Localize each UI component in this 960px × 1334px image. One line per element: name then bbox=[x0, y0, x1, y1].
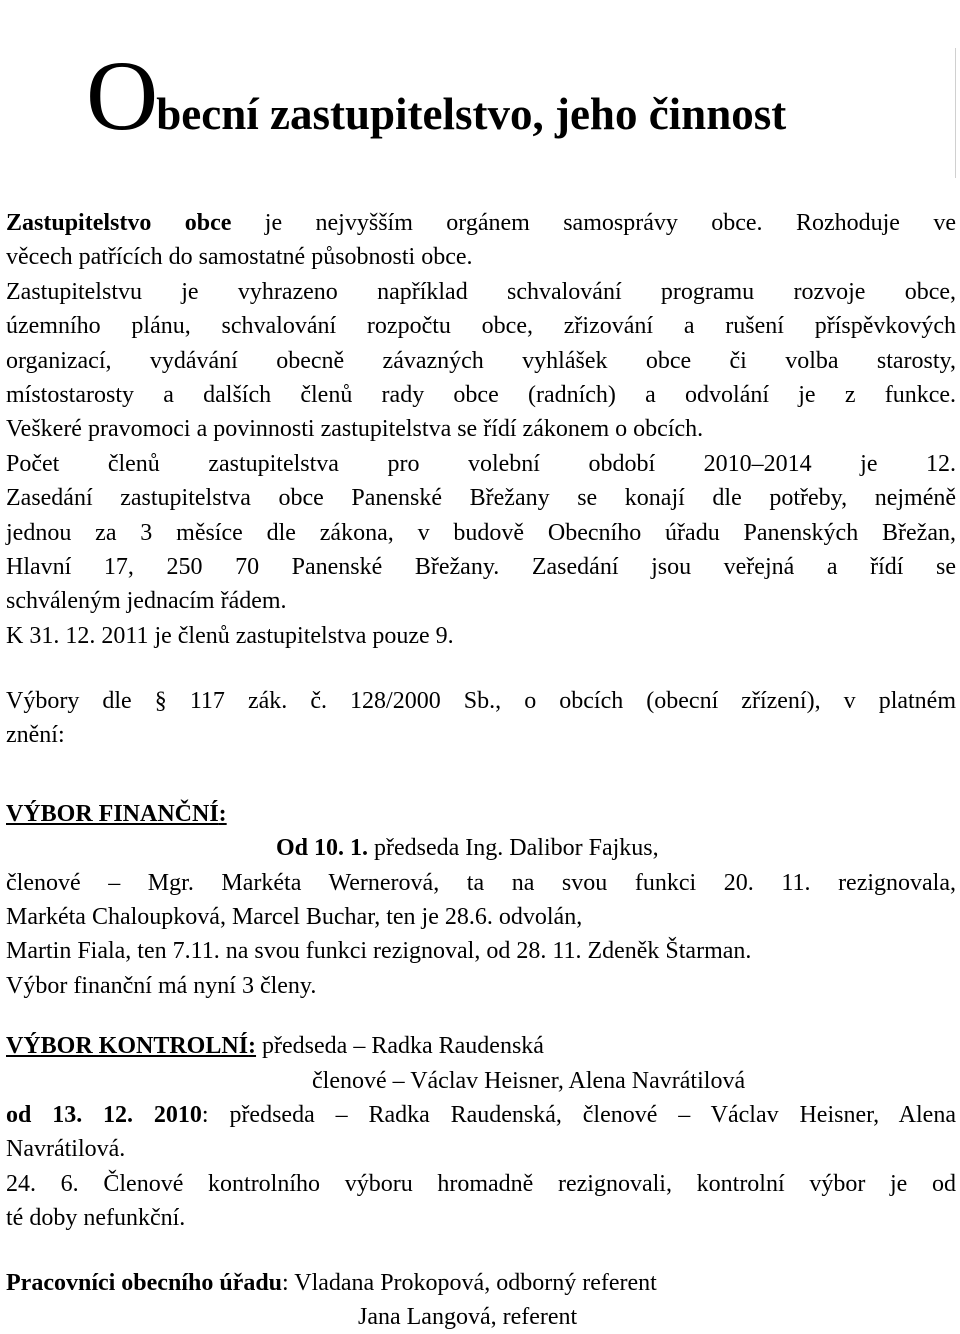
kontrolni-line-5: 24. 6. Členové kontrolního výboru hromadně rezignovali, kontrolní výbor je od bbox=[6, 1170, 956, 1197]
intro-line-11: Hlavní 17, 250 70 Panenské Břežany. Zasedání jsou veřejná a řídí se bbox=[6, 553, 956, 580]
intro-line-13: K 31. 12. 2011 je členů zastupitelstva pouze 9. bbox=[6, 622, 454, 649]
kontrolni-members-line: členové – Václav Heisner, Alena Navrátilová bbox=[312, 1067, 746, 1094]
page-edge-rule bbox=[955, 48, 956, 178]
kontrolni-chair-text: předseda – Radka Raudenská bbox=[256, 1033, 544, 1060]
kontrolni-heading-line bbox=[6, 1029, 956, 1063]
kontrolni-line-6: té doby nefunkční. bbox=[6, 1205, 186, 1232]
financni-line-4: Martin Fiala, ten 7.11. na svou funkci rezignoval, od 28. 11. Zdeněk Štarman. bbox=[6, 938, 752, 965]
urad-line-1 bbox=[6, 1266, 956, 1300]
intro-line-4: územního plánu, schvalování rozpočtu obce, zřizování a rušení příspěvkových bbox=[6, 313, 956, 340]
intro-bold-term: Zastupitelstvo obce bbox=[6, 210, 232, 236]
urad-label-colon: : bbox=[282, 1269, 289, 1296]
intro-line-7: Veškeré pravomoci a povinnosti zastupitelstva se řídí zákonem o obcích. bbox=[6, 416, 704, 443]
financni-heading-text: VÝBOR FINANČNÍ bbox=[6, 800, 219, 827]
intro-line-8: Počet členů zastupitelstva pro volební období 2010–2014 je 12. bbox=[6, 450, 956, 477]
financni-chair-line bbox=[6, 831, 956, 865]
intro-line-1 bbox=[6, 206, 956, 240]
kontrolni-od-date: od 13. 12. 2010 bbox=[6, 1101, 202, 1128]
kontrolni-line-4: Navrátilová. bbox=[6, 1136, 126, 1163]
intro-line-10: jednou za 3 měsíce dle zákona, v budově Obecního úřadu Panenských Břežan, bbox=[6, 519, 956, 546]
financni-line-3: Markéta Chaloupková, Marcel Buchar, ten je 28.6. odvolán, bbox=[6, 904, 583, 931]
financni-line-2: členové – Mgr. Markéta Wernerová, ta na svou funkci 20. 11. rezignovala, bbox=[6, 869, 956, 896]
financni-heading-colon: : bbox=[218, 800, 227, 827]
intro-line-12: schváleným jednacím řádem. bbox=[6, 588, 287, 615]
urad-staff-2: Jana Langová, referent bbox=[358, 1303, 578, 1330]
intro-line-5: organizací, vydávání obecně závazných vyhlášek obce či volba starosty, bbox=[6, 347, 956, 374]
kontrolni-line-3-text: : předseda – Radka Raudenská, členové – Václav Heisner, Alena bbox=[201, 1101, 956, 1128]
kontrolni-line-3 bbox=[6, 1098, 956, 1132]
financni-od-date: Od 10. 1. bbox=[276, 835, 369, 862]
title-drop-letter: O bbox=[86, 40, 157, 151]
urad-label: Pracovníci obecního úřadu bbox=[6, 1269, 283, 1296]
committees-intro-line-1: Výbory dle § 117 zák. č. 128/2000 Sb., o obcích (obecní zřízení), v platném bbox=[6, 688, 956, 715]
financni-line-5: Výbor finanční má nyní 3 členy. bbox=[6, 972, 317, 999]
kontrolni-heading-text: VÝBOR KONTROLNÍ bbox=[6, 1033, 249, 1060]
committees-intro-line-2: znění: bbox=[6, 722, 65, 749]
page-title bbox=[86, 40, 787, 151]
intro-line-6: místostarosty a dalších členů rady obce (radních) a odvolání je z funkce. bbox=[6, 381, 956, 408]
intro-line-2: věcech patřících do samostatné působnosti obce. bbox=[6, 244, 473, 271]
financni-heading bbox=[6, 797, 956, 831]
intro-line-1-text: je nejvyšším orgánem samosprávy obce. Rozhoduje ve bbox=[231, 210, 956, 236]
document-body bbox=[6, 206, 956, 1334]
financni-chair-text: předseda Ing. Dalibor Fajkus, bbox=[368, 835, 659, 862]
kontrolni-heading-colon: : bbox=[248, 1033, 257, 1060]
title-text: becní zastupitelstvo, jeho činnost bbox=[156, 89, 787, 139]
intro-line-3: Zastupitelstvu je vyhrazeno například schvalování programu rozvoje obce, bbox=[6, 278, 956, 305]
intro-line-9: Zasedání zastupitelstva obce Panenské Břežany se konají dle potřeby, nejméně bbox=[6, 485, 956, 512]
urad-staff-1: Vladana Prokopová, odborný referent bbox=[288, 1269, 657, 1296]
